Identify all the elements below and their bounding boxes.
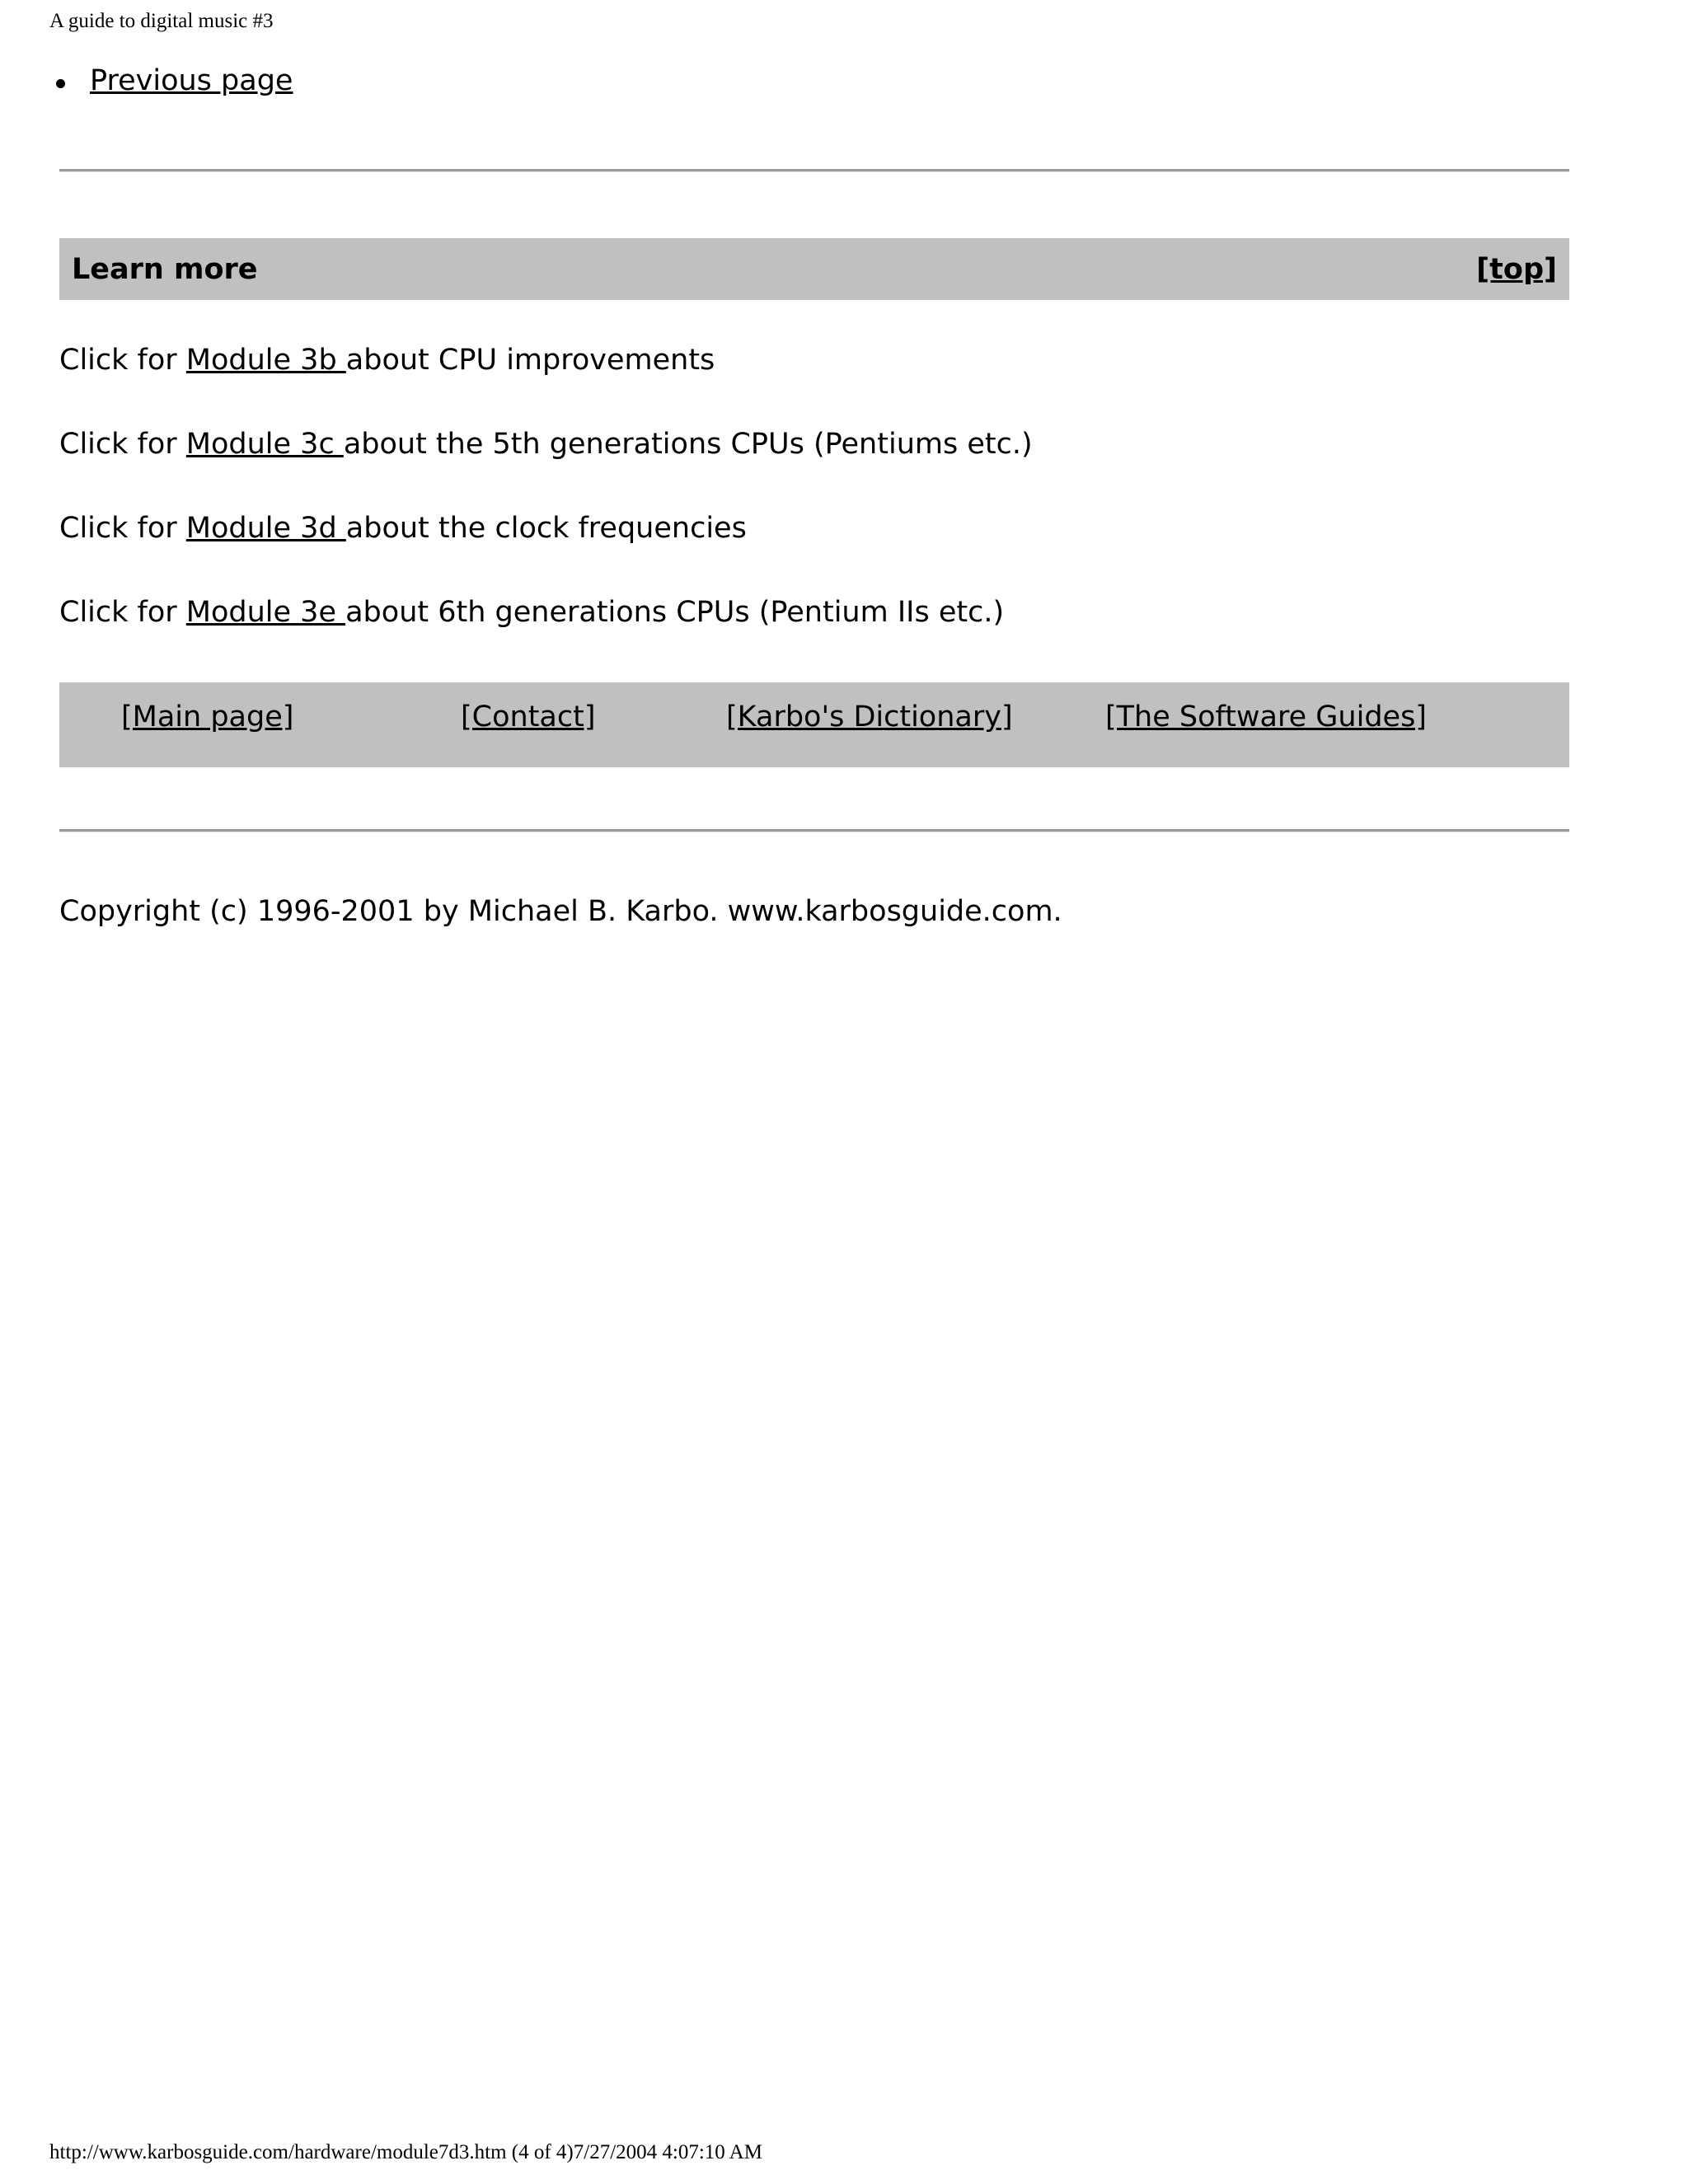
horizontal-rule	[59, 169, 1569, 172]
copyright-text: Copyright (c) 1996-2001 by Michael B. Karbo. www.karbosguide.com.	[59, 895, 1062, 928]
module-line-suffix: about the 5th generations CPUs (Pentiums etc.)	[343, 428, 1033, 461]
previous-page-list	[56, 64, 293, 97]
bullet-icon	[56, 79, 65, 88]
horizontal-rule	[59, 829, 1569, 832]
module-line-3c	[59, 428, 1033, 461]
module-line-prefix: Click for	[59, 512, 186, 545]
print-header: A guide to digital music #3	[49, 10, 274, 32]
footer-nav-bar	[59, 682, 1569, 767]
module-line-3d	[59, 512, 747, 545]
learn-more-bar	[59, 238, 1569, 300]
module-line-prefix: Click for	[59, 596, 186, 629]
module-3c-link[interactable]: Module 3c	[185, 428, 344, 461]
top-link[interactable]: [top]	[1476, 252, 1557, 286]
software-guides-link[interactable]: [The Software Guides]	[1105, 701, 1427, 733]
module-3d-link[interactable]: Module 3d	[185, 512, 346, 545]
previous-page-link[interactable]: Previous page	[90, 64, 293, 97]
module-line-suffix: about CPU improvements	[345, 344, 715, 377]
module-line-3b	[59, 344, 715, 377]
module-line-suffix: about the clock frequencies	[345, 512, 747, 545]
module-3b-link[interactable]: Module 3b	[185, 344, 346, 377]
main-page-link[interactable]: [Main page]	[121, 701, 294, 733]
contact-link[interactable]: [Contact]	[461, 701, 596, 733]
module-line-suffix: about 6th generations CPUs (Pentium IIs etc.)	[345, 596, 1005, 629]
module-line-3e	[59, 596, 1004, 629]
list-item	[56, 64, 293, 97]
module-line-prefix: Click for	[59, 428, 186, 461]
module-3e-link[interactable]: Module 3e	[185, 596, 346, 629]
learn-more-title: Learn more	[72, 252, 258, 286]
module-line-prefix: Click for	[59, 344, 186, 377]
print-footer: http://www.karbosguide.com/hardware/module7d3.htm (4 of 4)7/27/2004 4:07:10 AM	[49, 2141, 762, 2163]
dictionary-link[interactable]: [Karbo's Dictionary]	[726, 701, 1013, 733]
